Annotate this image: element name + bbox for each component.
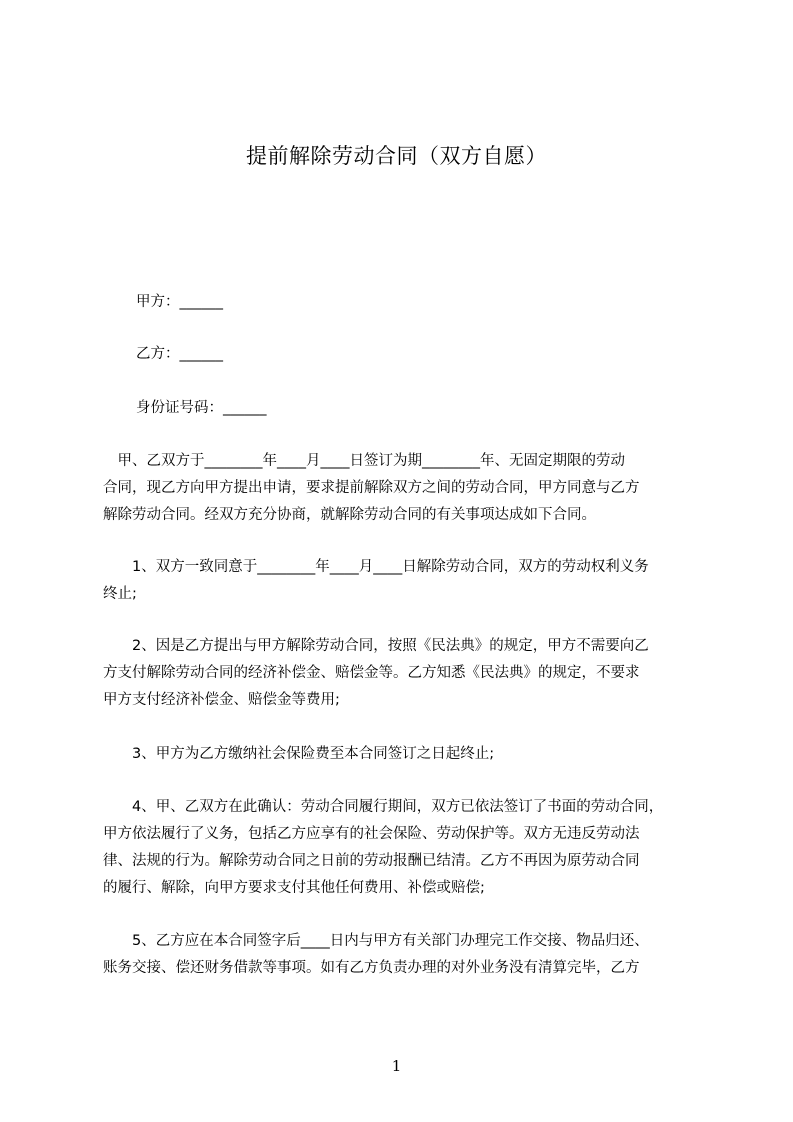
- paragraph-line: 1、双方一致同意于________年____月____日解除劳动合同，双方的劳动权利义务: [103, 559, 649, 575]
- paragraph-line: 甲方支付经济补偿金、赔偿金等费用;: [103, 692, 340, 708]
- paragraph-line: 2、因是乙方提出与甲方解除劳动合同，按照《民法典》的规定，甲方不需要向乙: [103, 638, 649, 654]
- paragraph-line: 3、甲方为乙方缴纳社会保险费至本合同签订之日起终止;: [103, 746, 495, 762]
- paragraph-line: 终止;: [103, 586, 137, 602]
- id-number-field: 身份证号码：______: [136, 400, 267, 416]
- paragraph-line: 解除劳动合同。经双方充分协商，就解除劳动合同的有关事项达成如下合同。: [103, 507, 596, 523]
- clause-5: [103, 928, 703, 982]
- paragraph-line: 甲方依法履行了义务，包括乙方应享有的社会保险、劳动保护等。双方无违反劳动法: [103, 826, 640, 842]
- paragraph-line: 5、乙方应在本合同签字后____日内与甲方有关部门办理完工作交接、物品归还、: [103, 933, 649, 949]
- intro-paragraph: [103, 448, 703, 529]
- clause-1: [103, 554, 703, 608]
- clause-3: [103, 741, 703, 768]
- paragraph-line: 方支付解除劳动合同的经济补偿金、赔偿金等。乙方知悉《民法典》的规定，不要求: [103, 665, 640, 681]
- party-b-field: 乙方：______: [136, 346, 223, 362]
- page-number: 1: [391, 1057, 402, 1075]
- paragraph-line: 4、甲、乙双方在此确认：劳动合同履行期间，双方已依法签订了书面的劳动合同，: [103, 799, 664, 815]
- paragraph-line: 合同，现乙方向甲方提出申请，要求提前解除双方之间的劳动合同，甲方同意与乙方: [103, 480, 640, 496]
- paragraph-line: 的履行、解除，向甲方要求支付其他任何费用、补偿或赔偿;: [103, 880, 485, 896]
- document-title: 提前解除劳动合同（双方自愿）: [246, 144, 547, 168]
- clause-2: [103, 633, 703, 714]
- paragraph-line: 甲、乙双方于________年____月____日签订为期________年、无固定期限的劳动: [103, 453, 625, 469]
- clause-4: [103, 794, 703, 902]
- paragraph-line: 律、法规的行为。解除劳动合同之日前的劳动报酬已结清。乙方不再因为原劳动合同: [103, 853, 640, 869]
- party-a-field: 甲方：______: [136, 294, 223, 310]
- paragraph-line: 账务交接、偿还财务借款等事项。如有乙方负责办理的对外业务没有清算完毕，乙方: [103, 960, 640, 976]
